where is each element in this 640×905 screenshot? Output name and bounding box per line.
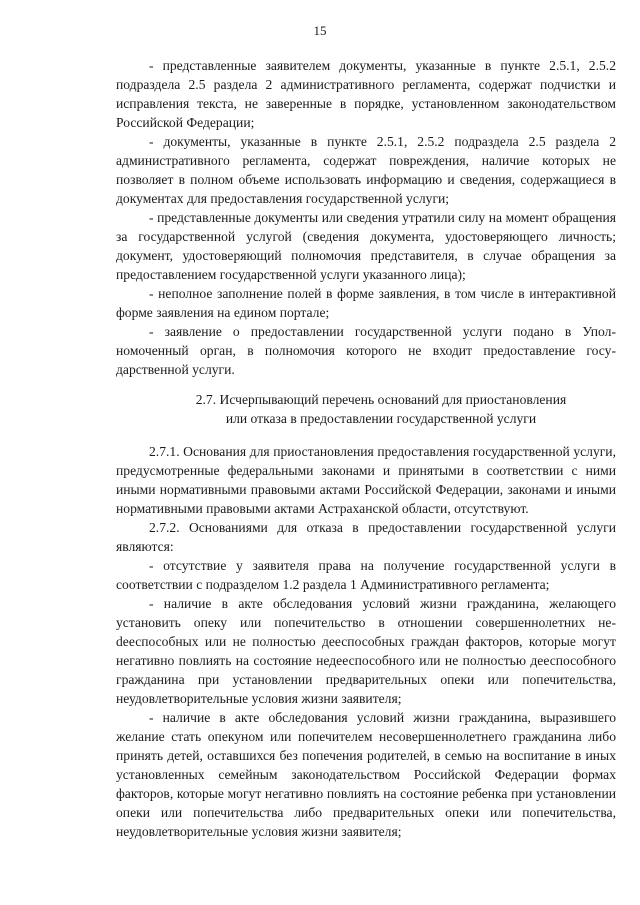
paragraph-damaged-documents: - документы, указанные в пункте 2.5.1, 2.5.2 подраздела 2.5 раздела 2 административного регламента, содержат повреждения, наличие которых не позволяет в полном объеме использовать информацию и сведения, содержащиеся в документах для предоставления государственной услуги; xyxy=(116,134,616,206)
section-heading-line-1: 2.7. Исчерпывающий перечень оснований для приостановления xyxy=(195,392,567,407)
section-heading-line-2: или отказа в предоставлении государственной услуги xyxy=(225,411,537,426)
paragraph-no-right: - отсутствие у заявителя права на получение государственной услуги в соответствии с подразделом 1.2 раздела 1 Административного регламента; xyxy=(116,558,616,592)
paragraph-minor-guardianship: - наличие в акте обследования условий жизни гражданина, выразившего желание стать опекуном или попечителем несовершеннолетнего гражданина либо принять детей, оставшихся без попечения родителей, в семью на воспитание в иных установленных семейным законодательством Российской Федерации формах факторов, которые могут негативно повлиять на состояние ребенка при установлении опеки или попечительства либо предварительных опеки или попечительства, неудовлетворительные условия жизни заявителя; xyxy=(116,710,616,839)
paragraph-corrections: - представленные заявителем документы, указанные в пункте 2.5.1, 2.5.2 подраздела 2.5 раздела 2 административного регламента, содержат подчистки и исправления текста, не заверенные в порядке, установленном законодательством Российской Федерации; xyxy=(116,58,616,130)
section-heading xyxy=(116,390,616,428)
document-body xyxy=(116,56,616,841)
paragraph-2-7-1: 2.7.1. Основания для приостановления предоставления государственной услуги, предусмотренные федеральными законами и принятыми в соответствии с ними иными нормативными правовыми актами Российской Федерации, законами и иными нормативными правовыми актами Астраханской области, отсутствуют. xyxy=(116,444,616,516)
paragraph-expired-documents: - представленные документы или сведения утратили силу на момент обращения за государственной услугой (сведения документа, удостоверяющего личность; документ, удостоверяющий полномочия представителя, в случае обращения за предоставлением государственной услуги указанного лица); xyxy=(116,210,616,282)
paragraph-2-7-2: 2.7.2. Основаниями для отказа в предоставлении государственной услуги являются: xyxy=(116,520,616,554)
page-number: 15 xyxy=(313,23,327,38)
paragraph-adult-guardianship: - наличие в акте обследования условий жизни гражданина, желающего установить опеку или попечительство в отношении совершеннолетних неdееспособных или не полностью дееспособных граждан факторов, которые могут негативно повлиять на состояние недееспособного или не полностью дееспособного гражданина при установлении предварительных опеки или попечительства, неудовлетворительные условия жизни заявителя; xyxy=(116,596,616,706)
paragraph-incomplete-form: - неполное заполнение полей в форме заявления, в том числе в интерактивной форме заявления на едином портале; xyxy=(116,286,616,320)
paragraph-wrong-authority: - заявление о предоставлении государственной услуги подано в Уполномоченный орган, в полномочия которого не входит предоставление государственной услуги. xyxy=(116,324,616,377)
